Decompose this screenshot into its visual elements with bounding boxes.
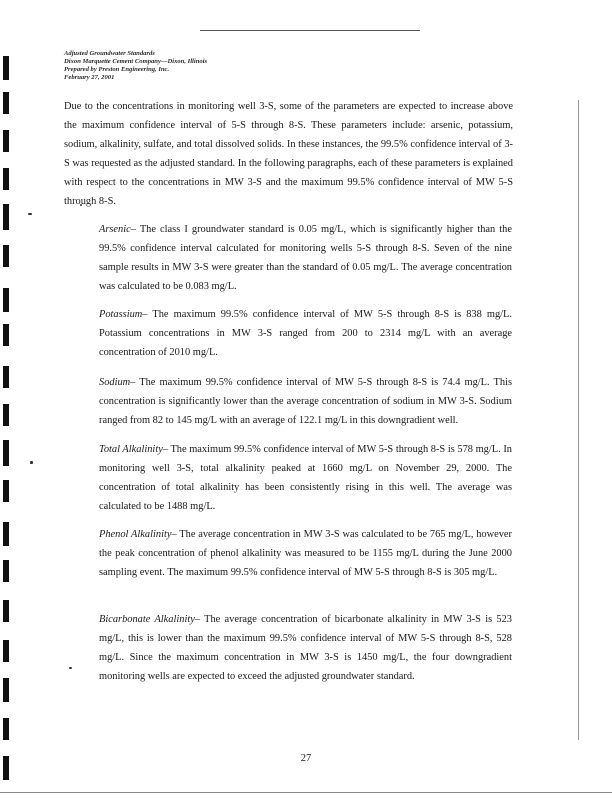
total-alkalinity-text: The maximum 99.5% confidence interval of MW 5-S through 8-S is 578 mg/L. In monitoring well 3-S, total alkalinity peaked at 1660 mg/L on November 29, 2000. The concentration of total alkalinity has been consistently rising in this well. The average was calculated to be 1488 mg/L. bbox=[99, 444, 512, 512]
intro-paragraph: Due to the concentrations in monitoring well 3-S, some of the parameters are expected to increase above the maximum confidence interval of 5-S through 8-S. These parameters include: arsenic, potassium, sodium, alkalinity, sulfate, and total dissolved solids. In these instances, the 99.5% confidence interval of 3-S was requested as the adjusted standard. In the following paragraphs, each of these parameters is explained with respect to the concentrations in MW 3-S and the maximum 99.5% confidence interval of MW 5-S through 8-S. bbox=[64, 101, 513, 207]
binder-mark bbox=[3, 245, 9, 267]
phenol-alkalinity-term: Phenol Alkalinity– bbox=[99, 529, 177, 540]
binder-mark bbox=[3, 288, 9, 312]
header-company: Dixon Marquette Cement Company—Dixon, Illinois bbox=[64, 58, 208, 65]
binder-mark bbox=[3, 130, 9, 152]
scan-speck bbox=[69, 667, 72, 669]
binder-mark bbox=[3, 56, 9, 80]
binder-mark bbox=[3, 640, 9, 662]
sodium-text: The maximum 99.5% confidence interval of MW 5-S through 8-S is 74.4 mg/L. This concentration is significantly lower than the average concentration of sodium in MW 3-S. Sodium ranged from 82 to 145 mg/L with an average of 122.1 mg/L in this downgradient well. bbox=[99, 377, 512, 426]
header-preparer: Prepared by Preston Engineering, Inc. bbox=[64, 66, 170, 73]
page-number: 27 bbox=[300, 753, 312, 764]
scan-speck bbox=[30, 461, 33, 464]
binder-mark bbox=[3, 522, 9, 546]
arsenic-paragraph bbox=[99, 220, 512, 296]
binder-mark bbox=[3, 678, 9, 702]
bicarbonate-alkalinity-term: Bicarbonate Alkalinity– bbox=[99, 614, 201, 625]
scan-edge-top bbox=[200, 30, 420, 31]
binder-mark bbox=[3, 404, 9, 426]
binder-mark bbox=[3, 324, 9, 346]
binder-mark bbox=[3, 718, 9, 740]
binder-mark bbox=[3, 440, 9, 466]
binder-mark bbox=[3, 600, 9, 622]
scan-edge-bottom bbox=[0, 792, 612, 793]
header-title: Adjusted Groundwater Standards bbox=[64, 50, 155, 57]
binder-mark bbox=[3, 366, 9, 388]
potassium-paragraph bbox=[99, 305, 512, 362]
binder-mark bbox=[3, 168, 9, 190]
binder-mark bbox=[3, 480, 9, 502]
total-alkalinity-term: Total Alkalinity– bbox=[99, 444, 169, 455]
arsenic-term: Arsenic– bbox=[99, 224, 136, 235]
sodium-term: Sodium– bbox=[99, 377, 136, 388]
arsenic-text: The class I groundwater standard is 0.05 mg/L, which is significantly higher than the 99.5% confidence interval calculated for monitoring wells 5-S through 8-S. Seven of the nine sample results in MW 3-S were greater than the standard of 0.05 mg/L. The average concentration was calculated to be 0.083 mg/L. bbox=[99, 224, 512, 292]
binder-mark bbox=[3, 560, 9, 582]
binder-mark bbox=[3, 204, 9, 230]
scan-speck bbox=[28, 213, 32, 215]
potassium-term: Potassium– bbox=[99, 309, 148, 320]
phenol-alkalinity-text: The average concentration in MW 3-S was calculated to be 765 mg/L, however the peak concentration of phenol alkalinity was measured to be 1155 mg/L during the June 2000 sampling event. The maximum 99.5% confidence interval of MW 5-S through 8-S is 305 mg/L. bbox=[99, 529, 512, 578]
scan-edge-right bbox=[578, 100, 579, 740]
phenol-alkalinity-paragraph bbox=[99, 525, 512, 582]
bicarbonate-alkalinity-text: The average concentration of bicarbonate alkalinity in MW 3-S is 523 mg/L, this is lower than the maximum 99.5% confidence interval of MW 5-S through 8-S, 528 mg/L. Since the maximum concentration in MW 3-S is 1450 mg/L, the four downgradient monitoring wells are expected to exceed the adjusted groundwater standard. bbox=[99, 614, 512, 682]
sodium-paragraph bbox=[99, 373, 512, 430]
header-date: February 27, 2001 bbox=[64, 74, 115, 81]
total-alkalinity-paragraph bbox=[99, 440, 512, 516]
bicarbonate-alkalinity-paragraph bbox=[99, 610, 512, 686]
document-header bbox=[64, 50, 384, 82]
binder-mark bbox=[3, 92, 9, 114]
potassium-text: The maximum 99.5% confidence interval of MW 5-S through 8-S is 838 mg/L. Potassium concentrations in MW 3-S ranged from 200 to 2314 mg/L with an average concentration of 2010 mg/L. bbox=[99, 309, 512, 358]
